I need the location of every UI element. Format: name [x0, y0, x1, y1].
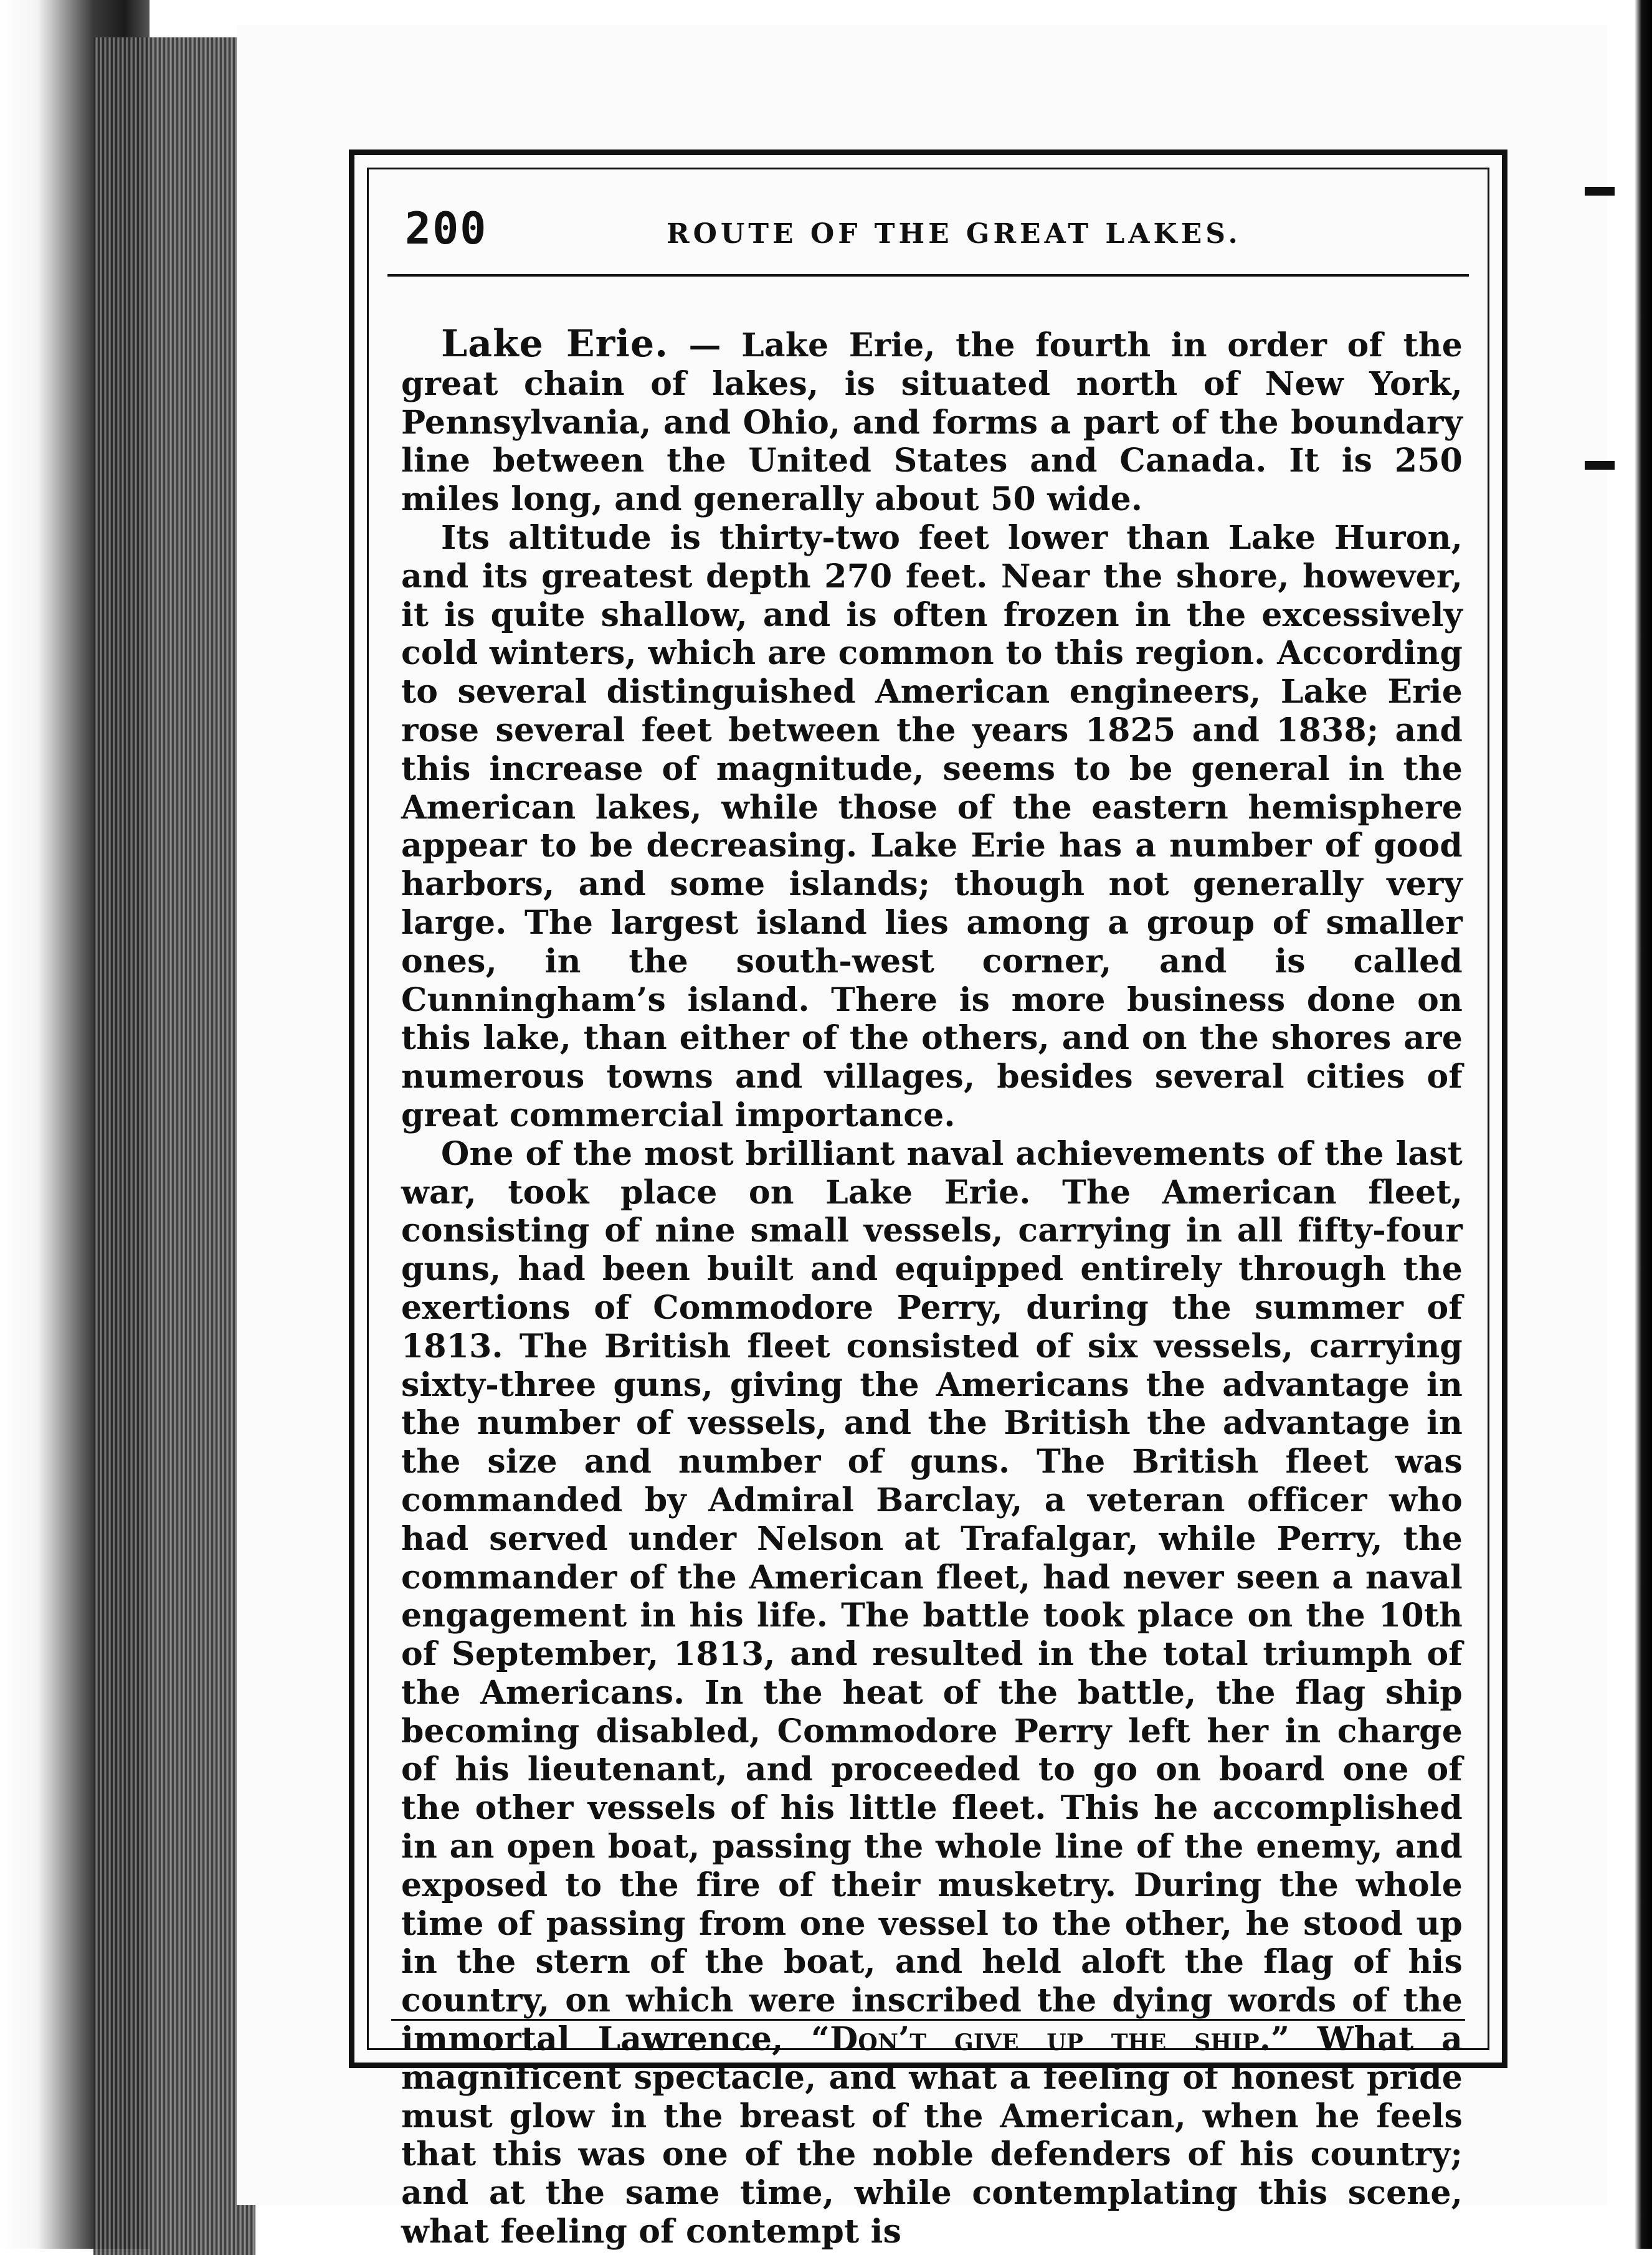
paragraph-text: — Lake Erie, the fourth in order of the great chain of lakes, is situated north of New York, Pennsylvania, and Ohio, and forms a part of the boundary line between the United States and Canada. It is 250 miles long, and generally about 50 wide.	[401, 326, 1463, 519]
page-border-inner	[367, 168, 1489, 2251]
running-title: ROUTE OF THE GREAT LAKES.	[667, 218, 1241, 250]
footer-rule	[391, 2019, 1465, 2021]
body-text	[401, 322, 1463, 2251]
quotation: Don’t give up the ship.	[830, 2020, 1271, 2059]
paragraph-altitude: Its altitude is thirty-two feet lower than Lake Huron, and its greatest depth 270 feet. Near the shore, however, it is quite shallow, and is often frozen in the excessively cold winters, which are common to this region. According to several distinguished American engineers, Lake Erie rose several feet between the years 1825 and 1838; and this increase of magnitude, seems to be general in the American lakes, while those of the eastern hemisphere appear to be decreasing. Lake Erie has a number of good harbors, and some islands; though not generally very large. The largest island lies among a group of smaller ones, in the south-west corner, and is called Cunningham’s island. There is more business done on this lake, than either of the others, and on the shores are numerous towns and villages, besides several cities of great commercial importance.	[401, 518, 1463, 1134]
paragraph-naval-battle	[401, 1135, 1463, 2251]
page-mark	[1585, 187, 1615, 196]
paragraph-lake-erie-intro	[401, 322, 1463, 519]
section-heading: Lake Erie.	[441, 322, 669, 366]
header-rule	[387, 274, 1469, 277]
page-header	[392, 199, 1464, 268]
paragraph-text: ” What a magnificent spectacle, and what a feeling of honest pride must glow in the breast of the American, when he feels that this was one of the noble defenders of his country; and at the same time, while contemplating this scene, what feeling of contempt is	[401, 2020, 1463, 2251]
page-number: 200	[405, 203, 488, 254]
paragraph-text: One of the most brilliant naval achievements of the last war, took place on Lake Erie. The American fleet, consisting of nine small vessels, carrying in all fifty-four guns, had been built and equipped entirely through the exertions of Commodore Perry, during the summer of 1813. The British fleet consisted of six vessels, carrying sixty-three guns, giving the Americans the advantage in the number of vessels, and the British the advantage in the size and number of guns. The British fleet was commanded by Admiral Barclay, a veteran officer who had served under Nelson at Trafalgar, while Perry, the commander of the American fleet, had never seen a naval engagement in his life. The battle took place on the 10th of September, 1813, and resulted in the total triumph of the Americans. In the heat of the battle, the flag ship becoming disabled, Commodore Perry left her in charge of his lieutenant, and proceeded to go on board one of the other vessels of his little fleet. This he accomplished in an open boat, passing the whole line of the enemy, and exposed to the fire of their musketry. During the whole time of passing from one vessel to the other, he stood up in the stern of the boat, and held aloft the flag of his country, on which were inscribed the dying words of the immortal Lawrence, “	[401, 1134, 1463, 2059]
page-stack-edge	[93, 37, 255, 2255]
page-border-outer	[349, 150, 1507, 2251]
page-mark	[1585, 461, 1615, 470]
book-binding-right	[1635, 0, 1652, 2249]
